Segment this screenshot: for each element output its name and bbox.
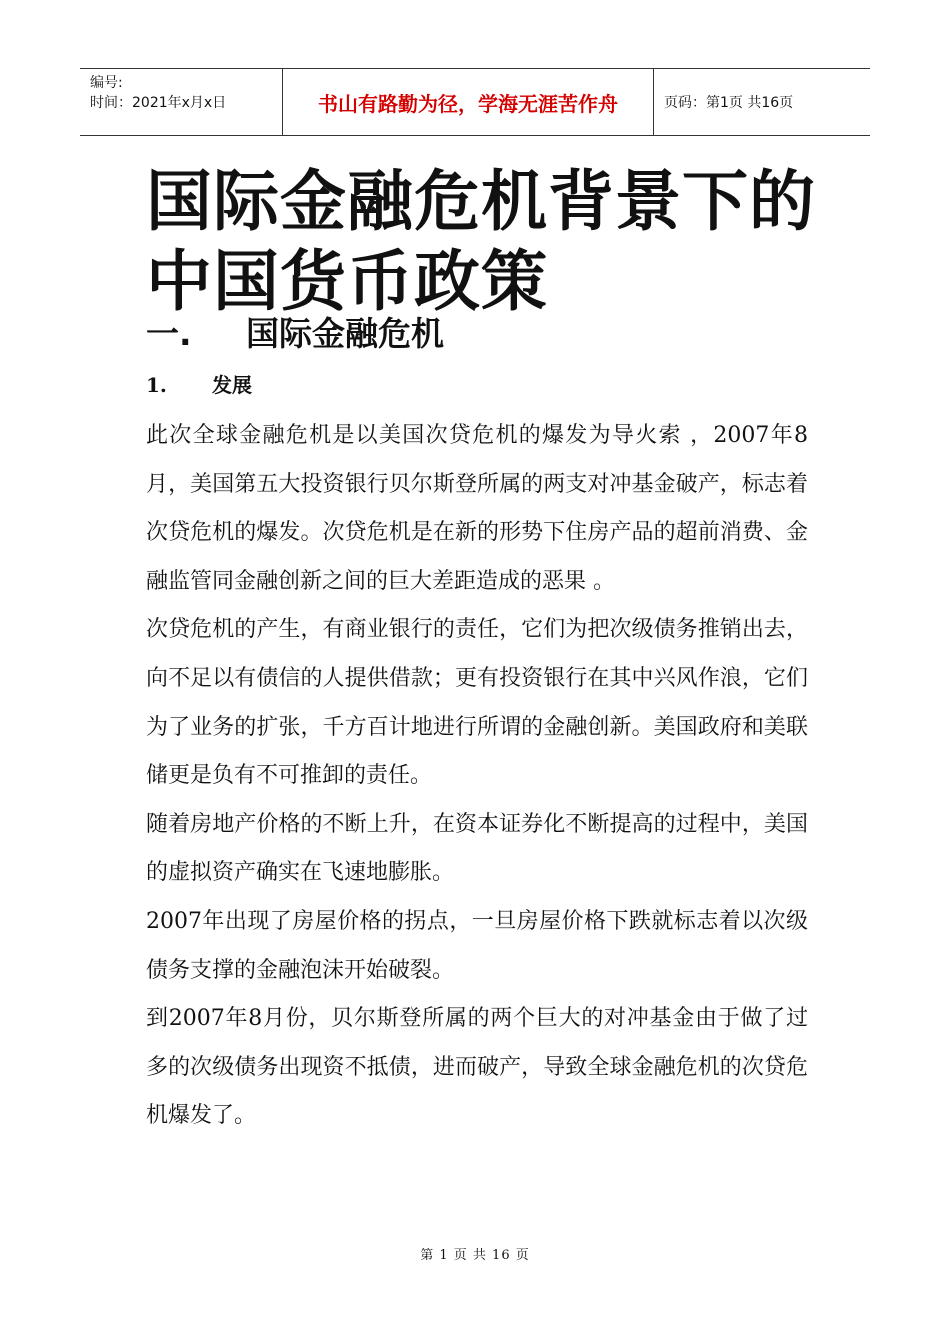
paragraph: 随着房地产价格的不断上升，在资本证券化不断提高的过程中，美国的虚拟资产确实在飞速地膨胀。 [146, 811, 808, 886]
subsection-heading [146, 369, 252, 401]
section-number: 一. [146, 314, 192, 353]
header-page-info: 页码：第1页 共16页 [664, 95, 794, 111]
document-number-label: 编号: [90, 75, 123, 91]
header-motto-cell [282, 69, 654, 135]
document-time-label: 时间：2021年x月x日 [90, 95, 227, 111]
section-heading [146, 312, 444, 356]
paragraph: 次贷危机的产生，有商业银行的责任，它们为把次级债务推销出去，向不足以有债信的人提供借款；更有投资银行在其中兴风作浪，它们为了业务的扩张，千方百计地进行所谓的金融创新。美国政府和美联储更是负有不可推卸的责任。 [146, 617, 808, 789]
section-title: 国际金融危机 [246, 314, 444, 353]
header-motto: 书山有路勤为径，学海无涯苦作舟 [318, 91, 618, 116]
header-page-cell [654, 69, 870, 135]
paragraph: 2007年出现了房屋价格的拐点，一旦房屋价格下跌就标志着以次级债务支撑的金融泡沫开始破裂。 [146, 908, 808, 983]
body-text [146, 412, 808, 1141]
header-meta [80, 69, 282, 135]
document-title: 国际金融危机背景下的中国货币政策 [146, 163, 816, 320]
page-footer: 第 1 页 共 16 页 [420, 1248, 530, 1263]
paragraph: 此次全球金融危机是以美国次贷危机的爆发为导火索 ，2007年8月，美国第五大投资银行贝尔斯登所属的两支对冲基金破产，标志着次贷危机的爆发。次贷危机是在新的形势下住房产品的超前消费、金融监管同金融创新之间的巨大差距造成的恶果 。 [146, 423, 808, 594]
subsection-title: 发展 [212, 373, 252, 397]
paragraph: 到2007年8月份，贝尔斯登所属的两个巨大的对冲基金由于做了过多的次级债务出现资不抵债，进而破产，导致全球金融危机的次贷危机爆发了。 [146, 1006, 808, 1129]
page-header [80, 68, 870, 136]
subsection-number: 1. [146, 373, 167, 397]
